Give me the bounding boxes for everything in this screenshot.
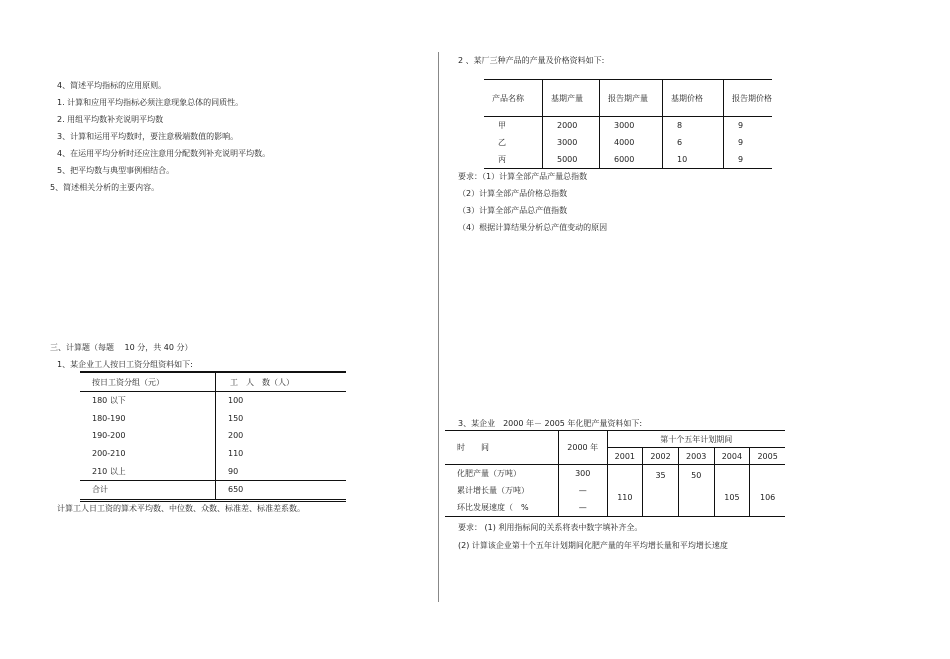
table-cell: 3000 <box>543 134 600 151</box>
q4-point: 4、在运用平均分析时还应注意用分配数列补充说明平均数。 <box>57 149 271 158</box>
table-cell: 110 <box>607 465 643 517</box>
table-header-cell: 报告期产量 <box>600 80 663 117</box>
q4-point: 1. 计算和应用平均指标必须注意现象总体的同质性。 <box>57 98 244 107</box>
table-cell: 150 <box>228 413 244 423</box>
table-cell: 200 <box>228 431 244 441</box>
c2-requirement: （2）计算全部产品价格总指数 <box>458 189 568 198</box>
q5-title: 5、简述相关分析的主要内容。 <box>50 183 160 192</box>
section-title: 三、计算题（每题 10 分，共 40 分） <box>50 343 193 352</box>
table-header-cell: 2000 年 <box>558 431 607 465</box>
table-cell: 190-200 <box>80 427 216 445</box>
table-cell: 300 <box>575 469 591 478</box>
table-header-cell: 工 人 数（人） <box>216 372 347 392</box>
table-cell: 2000 <box>543 117 600 135</box>
table-cell: 环比发展速度（ % <box>457 503 529 512</box>
table-cell: 累计增长量（万吨） <box>457 486 529 495</box>
c2-title: 2 、某厂三种产品的产量及价格资料如下: <box>458 56 605 65</box>
table-row <box>484 134 772 151</box>
c3-requirement: (2) 计算该企业第十个五年计划期间化肥产量的年平均增长量和平均增长速度 <box>458 541 728 550</box>
table-cell: 3000 <box>600 117 663 135</box>
table-cell: 110 <box>228 449 244 459</box>
table-cell: 丙 <box>484 151 543 169</box>
table-header-cell: 2003 <box>678 448 714 465</box>
table-cell: 6 <box>663 134 724 151</box>
table-cell: — <box>578 503 587 512</box>
c1-title: 1、某企业工人按日工资分组资料如下: <box>57 360 193 369</box>
table-cell: 8 <box>663 117 724 135</box>
table-cell: 50 <box>678 465 714 517</box>
table-cell: 甲 <box>484 117 543 135</box>
table-row <box>80 445 346 463</box>
table-header-cell: 2005 <box>750 448 785 465</box>
table-header-cell: 2001 <box>607 448 643 465</box>
table-row <box>484 117 772 135</box>
table-cell: 650 <box>216 480 347 500</box>
table-cell: 180-190 <box>80 410 216 428</box>
c2-requirement: （3）计算全部产品总产值指数 <box>458 206 568 215</box>
table-header-cell: 2002 <box>643 448 679 465</box>
table-cell: 乙 <box>484 134 543 151</box>
table-cell: 100 <box>228 396 244 406</box>
table-cell: — <box>578 486 587 495</box>
table-cell: 5000 <box>543 151 600 169</box>
table-row <box>80 462 346 480</box>
q4-point: 5、把平均数与典型事例相结合。 <box>57 166 175 175</box>
table-cell: 合计 <box>80 480 216 500</box>
table-cell: 4000 <box>600 134 663 151</box>
table-row-labels <box>445 465 558 517</box>
table-cell: 200-210 <box>80 445 216 463</box>
table-header-row <box>445 431 785 448</box>
table-header-cell: 2004 <box>714 448 750 465</box>
salary-table <box>80 371 346 502</box>
table-cell: 6000 <box>600 151 663 169</box>
table-cell: 106 <box>750 465 785 517</box>
fertilizer-table <box>445 430 785 517</box>
q4-point: 3、计算和运用平均数时，要注意极端数值的影响。 <box>57 132 239 141</box>
table-cell: 180 以下 <box>80 392 216 410</box>
table-total-row <box>80 480 346 500</box>
table-row <box>80 410 346 428</box>
table-row <box>80 392 346 410</box>
column-divider <box>438 52 439 602</box>
table-cell: 210 以上 <box>80 462 216 480</box>
c3-title: 3、某企业 2000 年－ 2005 年化肥产量资料如下: <box>458 419 643 428</box>
table-cell: 10 <box>663 151 724 169</box>
table-header-row <box>484 80 772 117</box>
table-cell: 9 <box>738 138 744 147</box>
product-table <box>484 79 772 169</box>
table-cell: 化肥产量（万吨） <box>457 469 521 478</box>
table-header-cell: 基期价格 <box>663 80 724 117</box>
table-row <box>484 151 772 169</box>
table-cell: 90 <box>228 466 239 476</box>
table-cell: 9 <box>738 121 744 130</box>
c2-requirement: （4）根据计算结果分析总产值变动的原因 <box>458 223 608 232</box>
table-header-cell: 按日工资分组（元） <box>80 372 216 392</box>
table-header-cell: 时 间 <box>445 431 558 465</box>
table-row <box>80 427 346 445</box>
q4-title: 4、简述平均指标的应用原则。 <box>57 81 167 90</box>
table-cell: 9 <box>724 151 773 169</box>
table-header-cell: 基期产量 <box>543 80 600 117</box>
table-header-cell: 第十个五年计划期间 <box>607 431 785 448</box>
table-header-cell: 产品名称 <box>484 80 543 117</box>
table-header-row <box>80 372 346 392</box>
q4-point: 2. 用组平均数补充说明平均数 <box>57 115 164 124</box>
table-base-values <box>558 465 607 517</box>
c2-requirement: 要求：（1）计算全部产品产量总指数 <box>458 172 588 181</box>
c3-requirement: 要求： (1) 利用指标间的关系将表中数字填补齐全。 <box>458 523 643 532</box>
table-header-cell: 报告期价格 <box>724 80 773 117</box>
table-cell: 105 <box>714 465 750 517</box>
table-row <box>445 465 785 517</box>
table-cell: 35 <box>643 465 679 517</box>
c1-requirement: 计算工人日工资的算术平均数、中位数、众数、标准差、标准差系数。 <box>57 504 305 513</box>
